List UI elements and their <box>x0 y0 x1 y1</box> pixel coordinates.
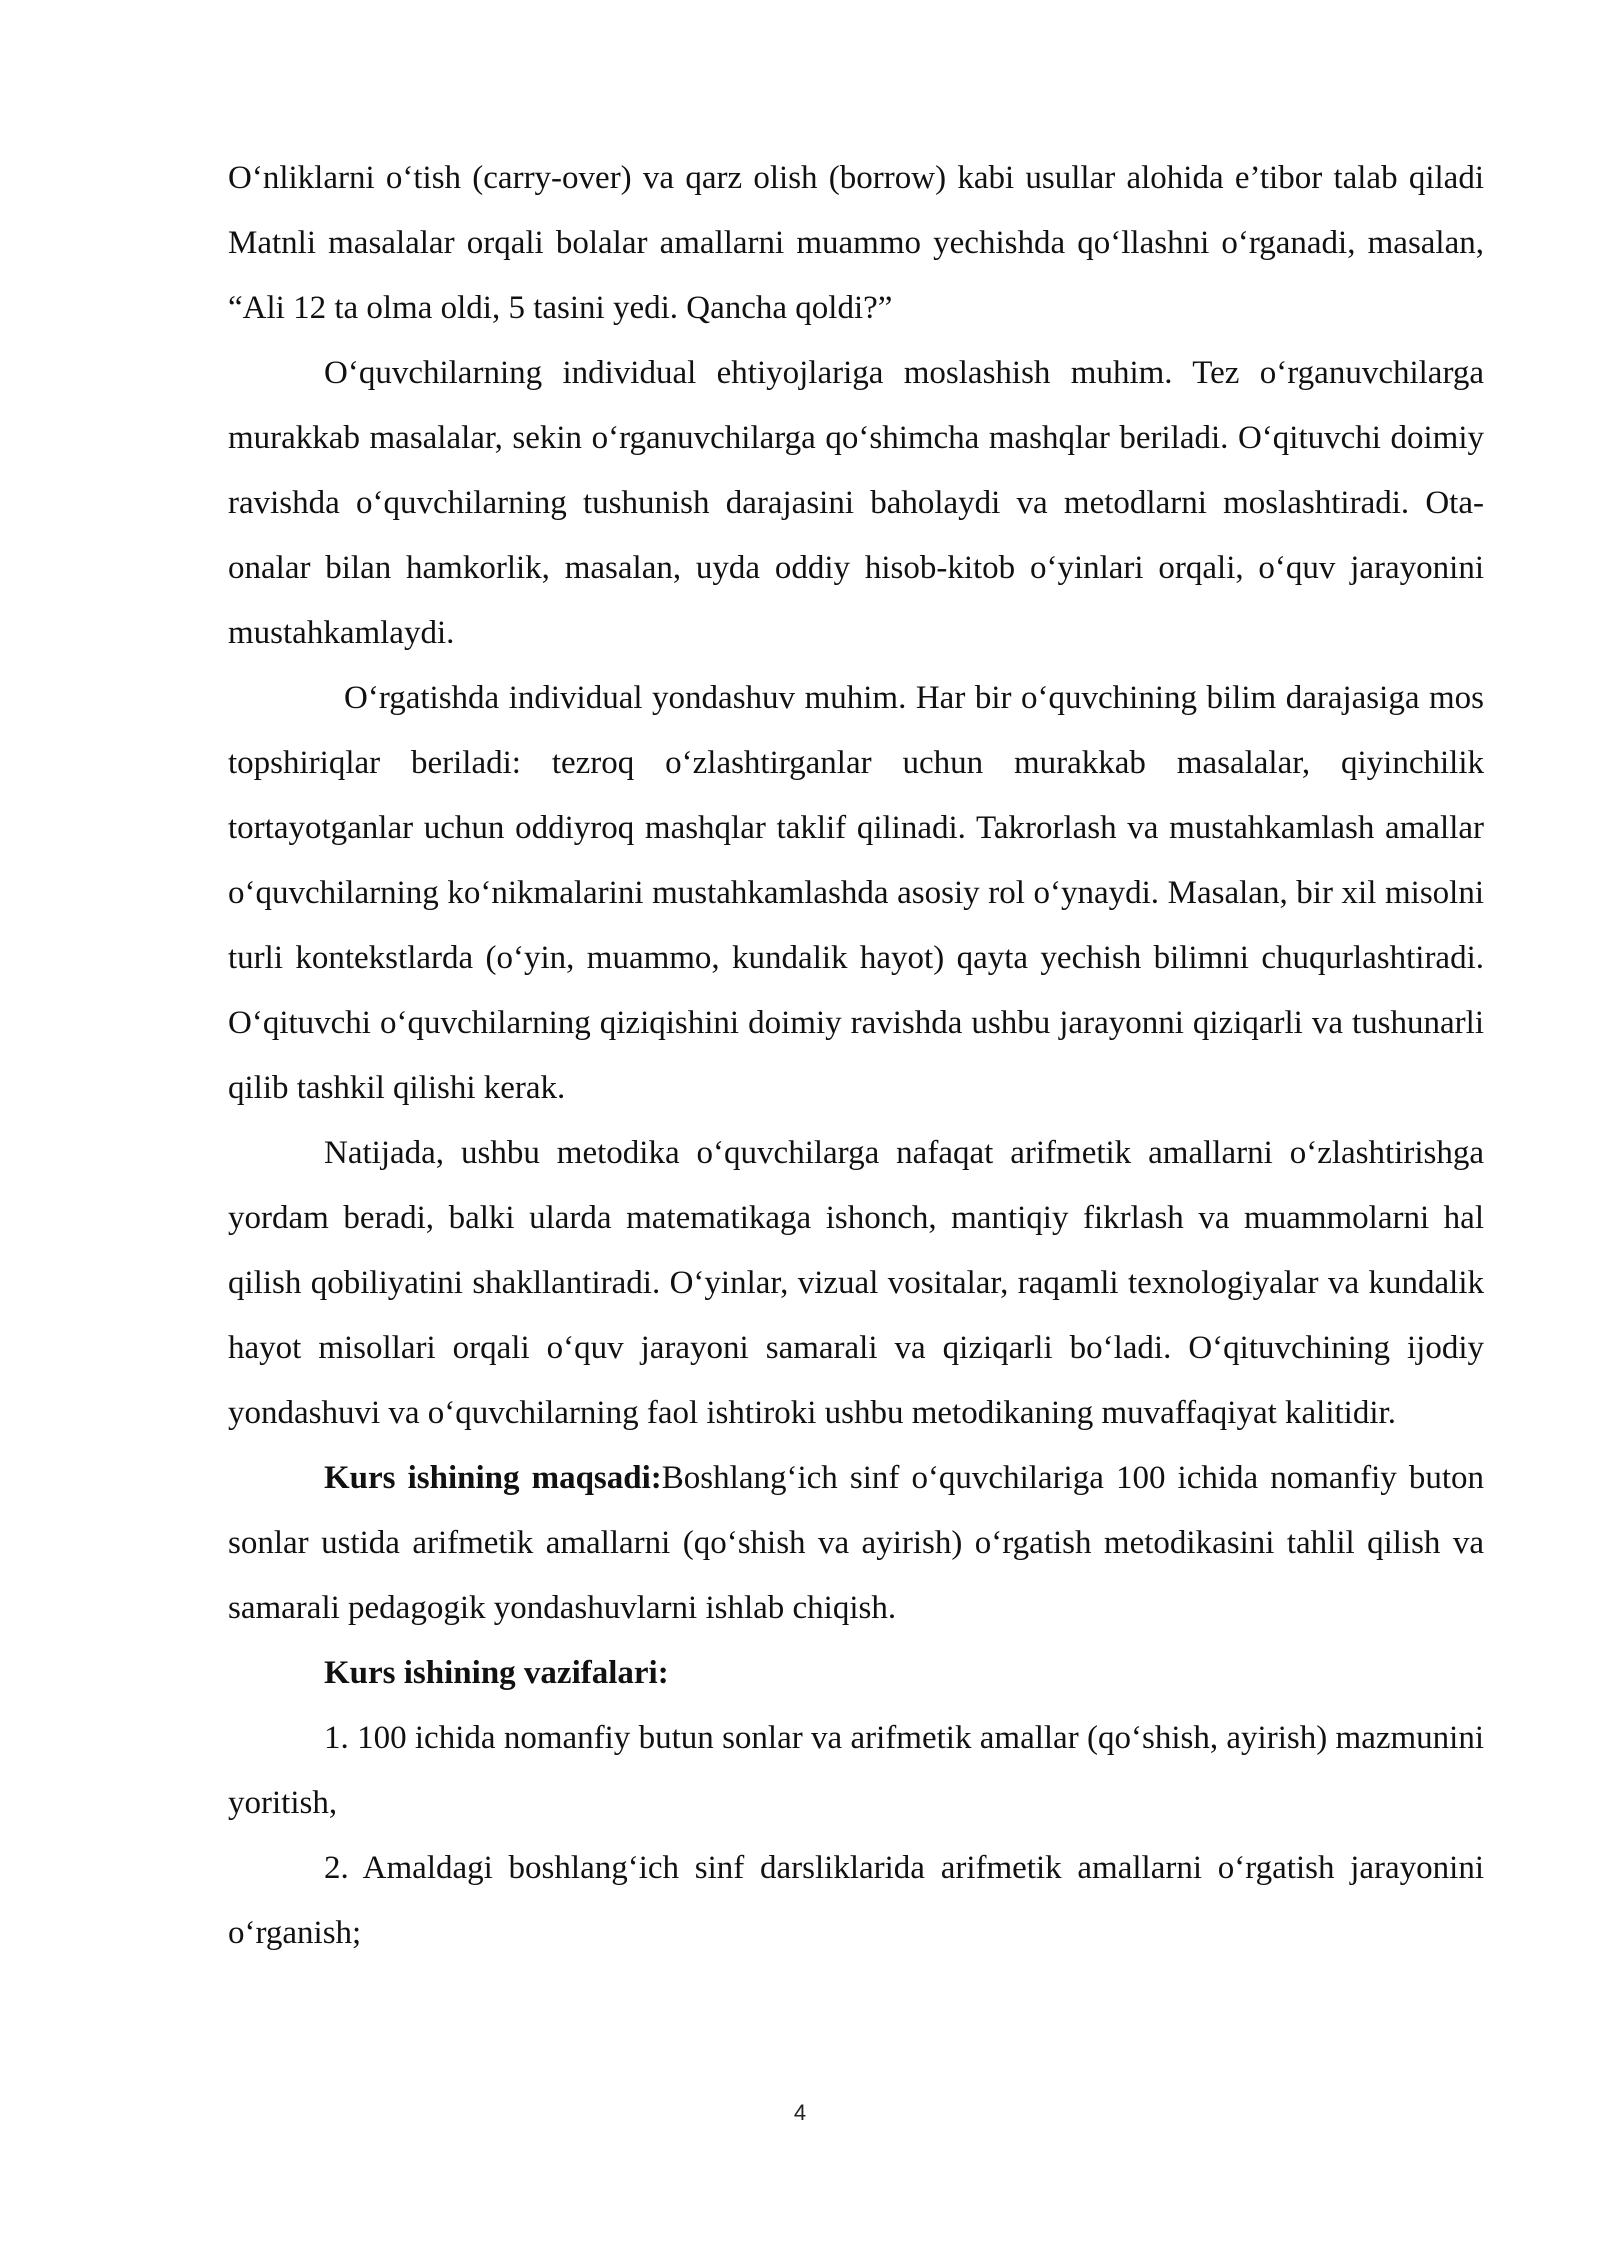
paragraph-individual-needs: O‘quvchilarning individual ehtiyojlariga moslashish muhim. Tez o‘rganuvchilarga murakkab masalalar, sekin o‘rganuvchilarga qo‘shimcha mashqlar beriladi. O‘qituvchi doimiy ravishda o‘quvchilarning tushunish darajasini baholaydi va metodlarni moslashtiradi. Ota-onalar bilan hamkorlik, masalan, uyda oddiy hisob-kitob o‘yinlari orqali, o‘quv jarayonini mustahkamlaydi. <box>228 355 1484 651</box>
page-number: 4 <box>793 2100 807 2125</box>
document-page <box>228 146 1484 1966</box>
course-task-item: 2. Amaldagi boshlang‘ich sinf darsliklarida arifmetik amallarni o‘rgatish jarayonini o‘rganish; <box>228 1850 1484 1951</box>
course-goal-text: Boshlang‘ich sinf o‘quvchilariga 100 ichida nomanfiy buton sonlar ustida arifmetik amallarni (qo‘shish va ayirish) o‘rgatish metodikasini tahlil qilish va samarali pedagogik yondashuvlarni ishlab chiqish. <box>228 1460 1484 1626</box>
paragraph-individual-approach: O‘rgatishda individual yondashuv muhim. Har bir o‘quvchining bilim darajasiga mos topshiriqlar beriladi: tezroq o‘zlashtirganlar uchun murakkab masalalar, qiyinchilik tortayotganlar uchun oddiyroq mashqlar taklif qilinadi. Takrorlash va mustahkamlash amallar o‘quvchilarning ko‘nikmalarini mustahkamlashda asosiy rol o‘ynaydi. Masalan, bir xil misolni turli kontekstlarda (o‘yin, muammo, kundalik hayot) qayta yechish bilimni chuqurlashtiradi. O‘qituvchi o‘quvchilarning qiziqishini doimiy ravishda ushbu jarayonni qiziqarli va tushunarli qilib tashkil qilishi kerak. <box>228 680 1484 1106</box>
paragraph-carry-over: O‘nliklarni o‘tish (carry-over) va qarz olish (borrow) kabi usullar alohida e’tibor talab qiladi Matnli masalalar orqali bolalar amallarni muammo yechishda qo‘llashni o‘rganadi, masalan, “Ali 12 ta olma oldi, 5 tasini yedi. Qancha qoldi?” <box>228 160 1484 326</box>
course-goal-label: Kurs ishining maqsadi: <box>324 1460 662 1496</box>
course-task-item: 1. 100 ichida nomanfiy butun sonlar va arifmetik amallar (qo‘shish, ayirish) mazmunini yoritish, <box>228 1720 1484 1821</box>
paragraph-course-goal <box>228 1446 1484 1641</box>
course-tasks-heading: Kurs ishining vazifalari: <box>324 1655 669 1691</box>
paragraph-conclusion: Natijada, ushbu metodika o‘quvchilarga nafaqat arifmetik amallarni o‘zlashtirishga yordam beradi, balki ularda matematikaga ishonch, mantiqiy fikrlash va muammolarni hal qilish qobiliyatini shakllantiradi. O‘yinlar, vizual vositalar, raqamli texnologiyalar va kundalik hayot misollari orqali o‘quv jarayoni samarali va qiziqarli bo‘ladi. O‘qituvchining ijodiy yondashuvi va o‘quvchilarning faol ishtiroki ushbu metodikaning muvaffaqiyat kalitidir. <box>228 1135 1484 1431</box>
